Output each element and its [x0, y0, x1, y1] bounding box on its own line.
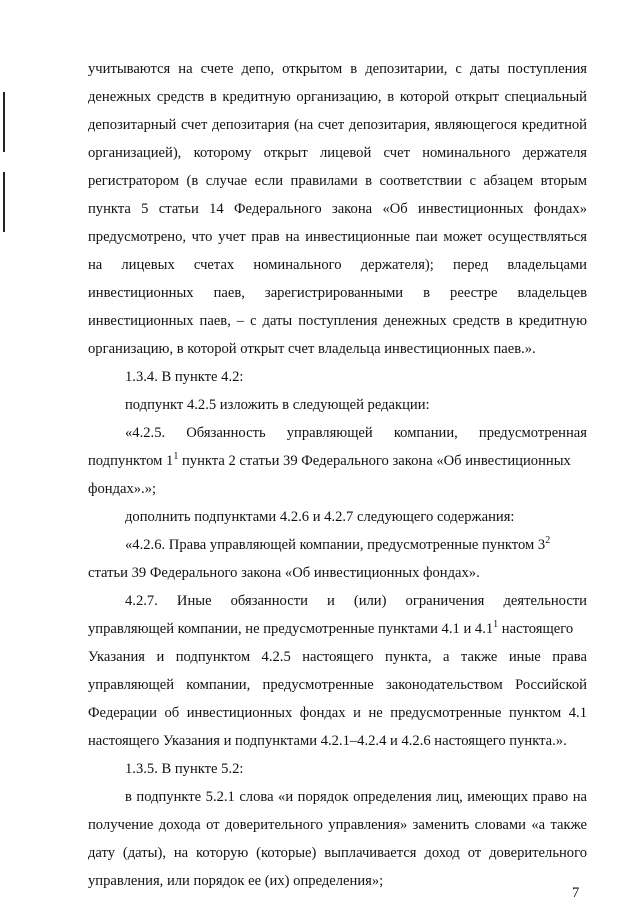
margin-mark: [3, 92, 5, 152]
text-line: инвестиционных паев, зарегистрированными в реестре владельцев: [88, 285, 587, 301]
text-line: фондах».»;: [88, 481, 157, 497]
superscript: 1: [493, 619, 499, 631]
text-line: организацией), которому открыт лицевой счет номинального держателя: [88, 145, 587, 161]
text-line: в подпункте 5.2.1 слова «и порядок определения лиц, имеющих право на: [125, 789, 587, 805]
text-line: подпункт 4.2.5 изложить в следующей редакции:: [125, 397, 430, 413]
text-line: Федерации об инвестиционных фондах и не предусмотренные пунктом 4.1: [88, 705, 587, 721]
text-line: на лицевых счетах номинального держателя); перед владельцами: [88, 257, 587, 273]
text-line: статьи 39 Федерального закона «Об инвестиционных фондах».: [88, 565, 480, 581]
text-line: учитываются на счете депо, открытом в депозитарии, с даты поступления: [88, 61, 587, 77]
text-line: пункта 5 статьи 14 Федерального закона «Об инвестиционных фондах»: [88, 201, 587, 217]
text-fragment: пункта 2 статьи 39 Федерального закона «Об инвестиционных: [178, 453, 571, 469]
text-line: дополнить подпунктами 4.2.6 и 4.2.7 следующего содержания:: [125, 509, 515, 525]
section-heading: 1.3.4. В пункте 4.2:: [125, 369, 244, 385]
text-line: [88, 620, 587, 638]
text-line: Указания и подпунктом 4.2.5 настоящего пункта, а также иные права: [88, 649, 587, 665]
section-heading: 1.3.5. В пункте 5.2:: [125, 761, 244, 777]
superscript: 2: [545, 535, 551, 547]
text-line: денежных средств в кредитную организацию, в которой открыт специальный: [88, 89, 587, 105]
text-line: 4.2.7. Иные обязанности и (или) ограничения деятельности: [125, 593, 587, 609]
text-fragment: «4.2.6. Права управляющей компании, предусмотренные пунктом 3: [125, 537, 546, 553]
text-line: инвестиционных паев, – с даты поступления денежных средств в кредитную: [88, 313, 587, 329]
text-line: управления, или порядок ее (их) определения»;: [88, 873, 384, 889]
text-fragment: настоящего: [498, 621, 574, 637]
text-line: получение дохода от доверительного управления» заменить словами «а также: [88, 817, 587, 833]
text-line: [88, 452, 587, 470]
text-line: дату (даты), на которую (которые) выплачивается доход от доверительного: [88, 845, 587, 861]
text-fragment: подпунктом 1: [88, 453, 174, 469]
text-line: [125, 536, 587, 554]
superscript: 1: [173, 451, 179, 463]
text-line: организацию, в которой открыт счет владельца инвестиционных паев.».: [88, 341, 536, 357]
text-line: предусмотрено, что учет прав на инвестиционные паи может осуществляться: [88, 229, 587, 245]
text-line: депозитарный счет депозитария (на счет депозитария, являющегося кредитной: [88, 117, 587, 133]
text-line: регистратором (в случае если правилами в соответствии с абзацем вторым: [88, 173, 587, 189]
page-number: 7: [572, 885, 580, 901]
text-line: управляющей компании, предусмотренные законодательством Российской: [88, 677, 587, 693]
text-line: «4.2.5. Обязанность управляющей компании, предусмотренная: [125, 425, 587, 441]
margin-mark: [3, 172, 5, 232]
text-fragment: управляющей компании, не предусмотренные пунктами 4.1 и 4.1: [88, 621, 494, 637]
text-line: настоящего Указания и подпунктами 4.2.1–4.2.4 и 4.2.6 настоящего пункта.».: [88, 733, 567, 749]
